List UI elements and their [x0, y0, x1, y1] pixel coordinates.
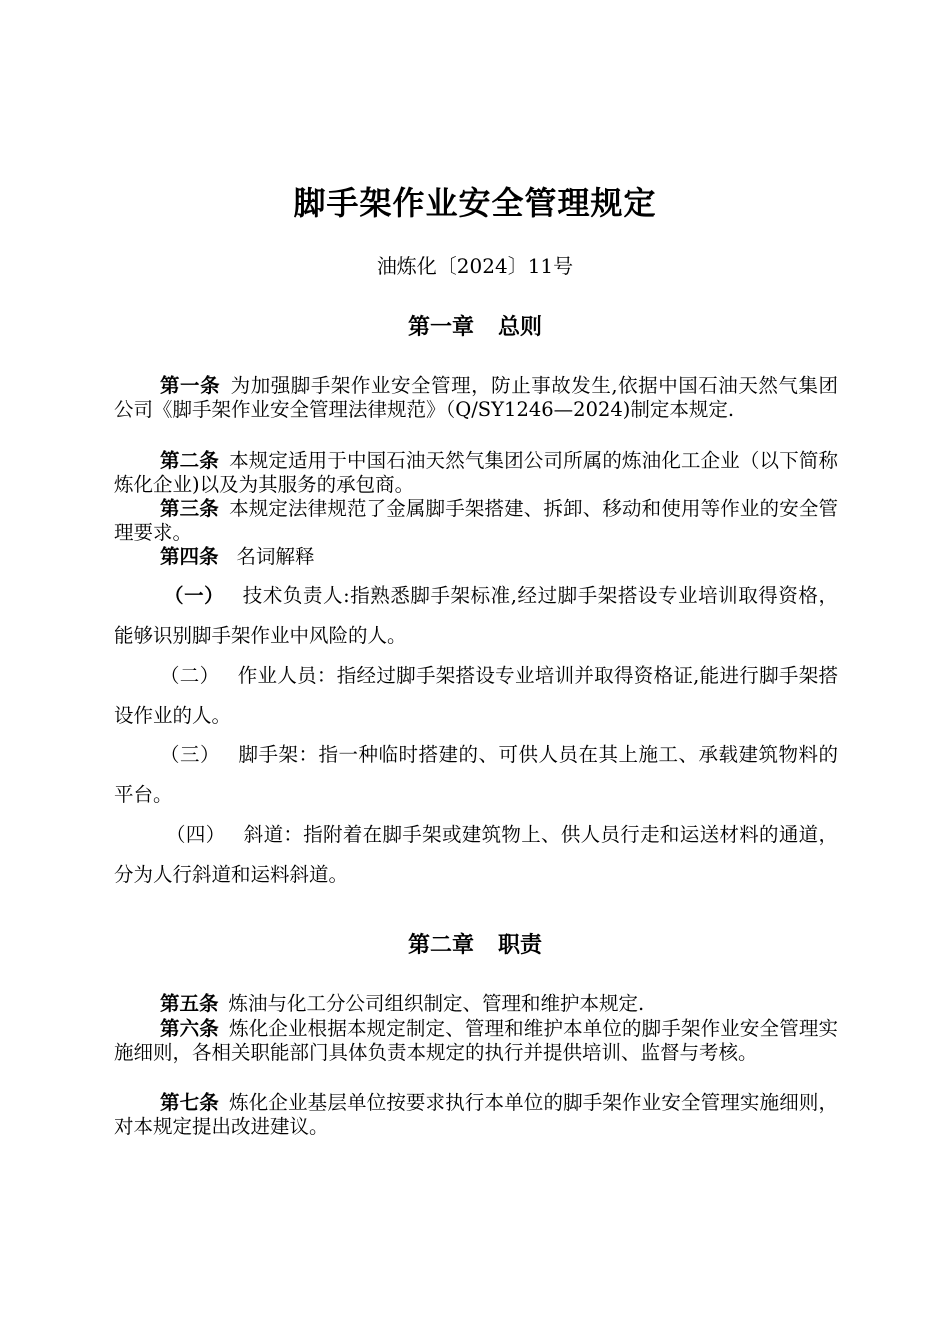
- definition-label: （一）: [164, 584, 225, 607]
- definition-label: （三）: [160, 743, 220, 766]
- definition-2: [114, 656, 838, 736]
- article-text: 炼化企业根据本规定制定、管理和维护本单位的脚手架作业安全管理实施细则，各相关职能部门具体负责本规定的执行并提供培训、监督与考核。: [114, 1017, 838, 1064]
- definition-text: 技术负责人:指熟悉脚手架标准,经过脚手架搭设专业培训取得资格，能够识别脚手架作业中风险的人。: [114, 584, 838, 647]
- document-number: 油炼化〔2024〕11号: [376, 254, 574, 278]
- article-text: 名词解释: [236, 545, 315, 568]
- definition-label: （四）: [166, 823, 226, 846]
- article-label: 第六条: [160, 1017, 219, 1040]
- article-5: [114, 992, 838, 1016]
- article-1: [114, 374, 838, 421]
- chapter-heading: [0, 928, 950, 959]
- article-label: 第二条: [160, 449, 219, 472]
- article-label: 第一条: [160, 374, 221, 397]
- article-7: [114, 1091, 838, 1138]
- document-title: 脚手架作业安全管理规定: [293, 184, 657, 222]
- article-3: [114, 497, 838, 544]
- definition-text: 脚手架：指一种临时搭建的、可供人员在其上施工、承载建筑物料的平台。: [114, 743, 838, 806]
- chapter-name: 职责: [498, 933, 543, 958]
- definition-4: [114, 815, 838, 895]
- definition-text: 斜道：指附着在脚手架或建筑物上、供人员行走和运送材料的通道，分为人行斜道和运料斜道。: [114, 823, 838, 886]
- article-text: 本规定法律规范了金属脚手架搭建、拆卸、移动和使用等作业的安全管理要求。: [114, 497, 838, 544]
- article-text: 为加强脚手架作业安全管理，防止事故发生,依据中国石油天然气集团公司《脚手架作业安全管理法律规范》（Q/SY1246—2024)制定本规定.: [114, 374, 838, 421]
- definition-3: [114, 735, 838, 815]
- article-text: 炼油与化工分公司组织制定、管理和维护本规定.: [228, 992, 645, 1015]
- article-6: [114, 1017, 838, 1064]
- article-text: 本规定适用于中国石油天然气集团公司所属的炼油化工企业（以下简称炼化企业)以及为其服务的承包商。: [114, 449, 838, 496]
- article-label: 第五条: [160, 992, 219, 1015]
- definition-text: 作业人员：指经过脚手架搭设专业培训并取得资格证,能进行脚手架搭设作业的人。: [114, 664, 838, 727]
- definition-1: [114, 576, 838, 656]
- chapter-label: 第一章: [407, 315, 474, 340]
- chapter-name: 总则: [498, 315, 543, 340]
- article-2: [114, 449, 838, 496]
- article-label: 第四条: [160, 545, 219, 568]
- chapter-heading: [0, 310, 950, 341]
- article-label: 第七条: [160, 1091, 219, 1114]
- definition-label: （二）: [160, 664, 220, 687]
- article-label: 第三条: [160, 497, 219, 520]
- chapter-label: 第二章: [407, 933, 474, 958]
- article-4: [114, 545, 838, 569]
- article-text: 炼化企业基层单位按要求执行本单位的脚手架作业安全管理实施细则，对本规定提出改进建议。: [114, 1091, 838, 1138]
